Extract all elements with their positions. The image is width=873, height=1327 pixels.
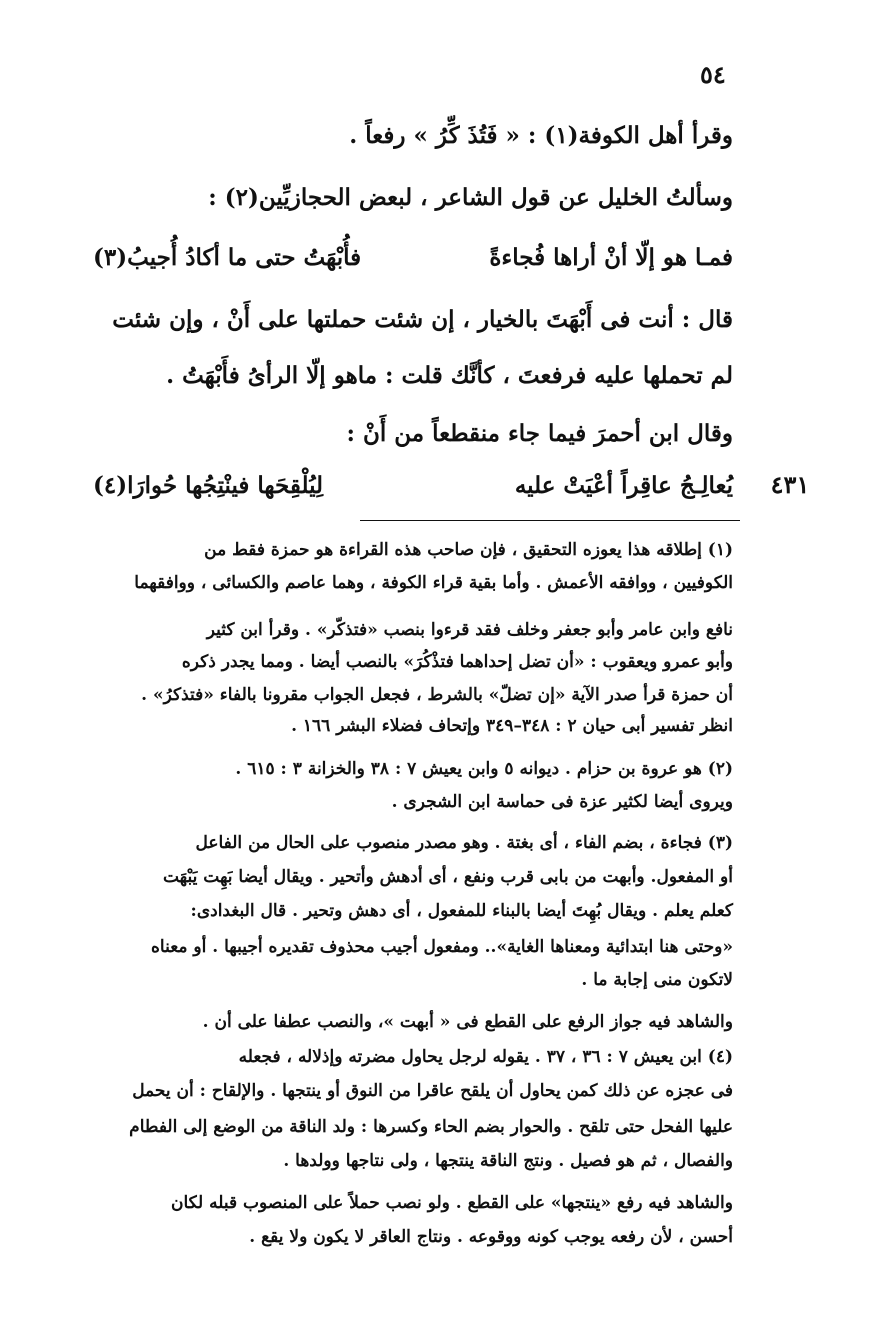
footnote-line: «وحتى هنا ابتدائية ومعناها الغاية».. ومفعول أجيب محذوف تقديره أجيبها . أو معناه: [150, 937, 733, 957]
main-line-5: وقال ابن أحمرَ فيما جاء منقطعاً من أَنْ :: [346, 420, 733, 447]
footnote-line: كعلم يعلم . ويقال بُهِتَ أيضا بالبناء للمفعول ، أى دهش وتحير . قال البغدادى:: [190, 901, 733, 921]
footnote-line: (٤) ابن يعيش ٧ : ٣٦ ، ٣٧ . يقوله لرجل يحاول مضرته وإذلاله ، فجعله: [238, 1047, 733, 1067]
footnote-line: الكوفيين ، ووافقه الأعمش . وأما بقية قراء الكوفة ، وهما عاصم والكسائى ، ووافقهما: [134, 573, 733, 593]
footnote-line: أو المفعول. وأبهت من بابى قرب ونفع ، أى أدهش وأتحير . ويقال أيضا بَهِت يَبْهَت: [162, 867, 733, 887]
verse-1-first-hemistich: فمـا هو إلّا أنْ أراها فُجاءةً: [489, 244, 733, 271]
footnote-separator: [360, 520, 740, 521]
footnote-line: أحسن ، لأن رفعه يوجب كونه ووقوعه . ونتاج العاقر لا يكون ولا يقع .: [249, 1227, 733, 1247]
footnote-line: والشاهد فيه جواز الرفع على القطع فى « أبهت »، والنصب عطفا على أن .: [202, 1012, 733, 1032]
footnote-line: عليها الفحل حتى تلقح . والحوار بضم الحاء وكسرها : ولد الناقة من الوضع إلى الفطام: [129, 1117, 733, 1137]
page-number: ٥٤: [700, 60, 726, 89]
footnote-line: انظر تفسير أبى حيان ٢ : ٣٤٨–٣٤٩ وإتحاف فضلاء البشر ١٦٦ .: [291, 716, 733, 736]
footnote-line: لاتكون منى إجابة ما .: [581, 970, 733, 990]
footnote-line: (١) إطلاقه هذا يعوزه التحقيق ، فإن صاحب هذه القراءة هو حمزة فقط من: [204, 540, 733, 560]
verse-1-second-hemistich: فأُبْهَتُ حتى ما أكادُ أُجيبُ(٣): [93, 244, 362, 271]
margin-page-number: ٤٣١: [770, 470, 810, 499]
verse-2-first-hemistich: يُعالِـجُ عاقِراً أعْيَتْ عليه: [514, 472, 733, 499]
footnote-line: وأبو عمرو ويعقوب : «أن تضل إحداهما فتذْكُرَ» بالنصب أيضا . ومما يجدر ذكره: [181, 652, 733, 672]
verse-2-second-hemistich: لِيُلْقِحَها فينْتِجُها حُوارَا(٤): [93, 472, 324, 499]
footnote-line: والفصال ، ثم هو فصيل . ونتج الناقة ينتجها ، ولى نتاجها وولدها .: [283, 1151, 733, 1171]
footnote-line: نافع وابن عامر وأبو جعفر وخلف فقد قرءوا بنصب «فتذكّر» . وقرأ ابن كثير: [206, 620, 733, 640]
main-line-4: لم تحملها عليه فرفعتَ ، كأنَّك قلت : ماهو إلّا الرأىُ فأَبْهَتُ .: [166, 362, 733, 389]
footnote-line: فى عجزه عن ذلك كمن يحاول أن يلقح عاقرا من النوق أو ينتجها . والإلقاح : أن يحمل: [132, 1081, 733, 1101]
footnote-line: ويروى أيضا لكثير عزة فى حماسة ابن الشجرى .: [391, 792, 733, 812]
footnote-line: أن حمزة قرأ صدر الآية «إن تضلّ» بالشرط ، فجعل الجواب مقرونا بالفاء «فتذكرُ» .: [141, 685, 733, 705]
footnote-line: (٢) هو عروة بن حزام . ديوانه ٥ وابن يعيش ٧ : ٣٨ والخزانة ٣ : ٦١٥ .: [235, 759, 733, 779]
footnote-line: والشاهد فيه رفع «ينتجها» على القطع . ولو نصب حملاً على المنصوب قبله لكان: [170, 1193, 733, 1213]
main-line-1: وقرأ أهل الكوفة(١) : « فَتُذَ كِّرُ » رفعاً .: [349, 122, 733, 149]
footnote-line: (٣) فجاءة ، بضم الفاء ، أى بغتة . وهو مصدر منصوب على الحال من الفاعل: [195, 833, 733, 853]
main-line-3: قال : أنت فى أَبْهَتَ بالخيار ، إن شئت حملتها على أَنْ ، وإن شئت: [112, 306, 733, 333]
main-line-2: وسألتُ الخليل عن قول الشاعر ، لبعض الحجازيِّين(٢) :: [208, 184, 733, 211]
